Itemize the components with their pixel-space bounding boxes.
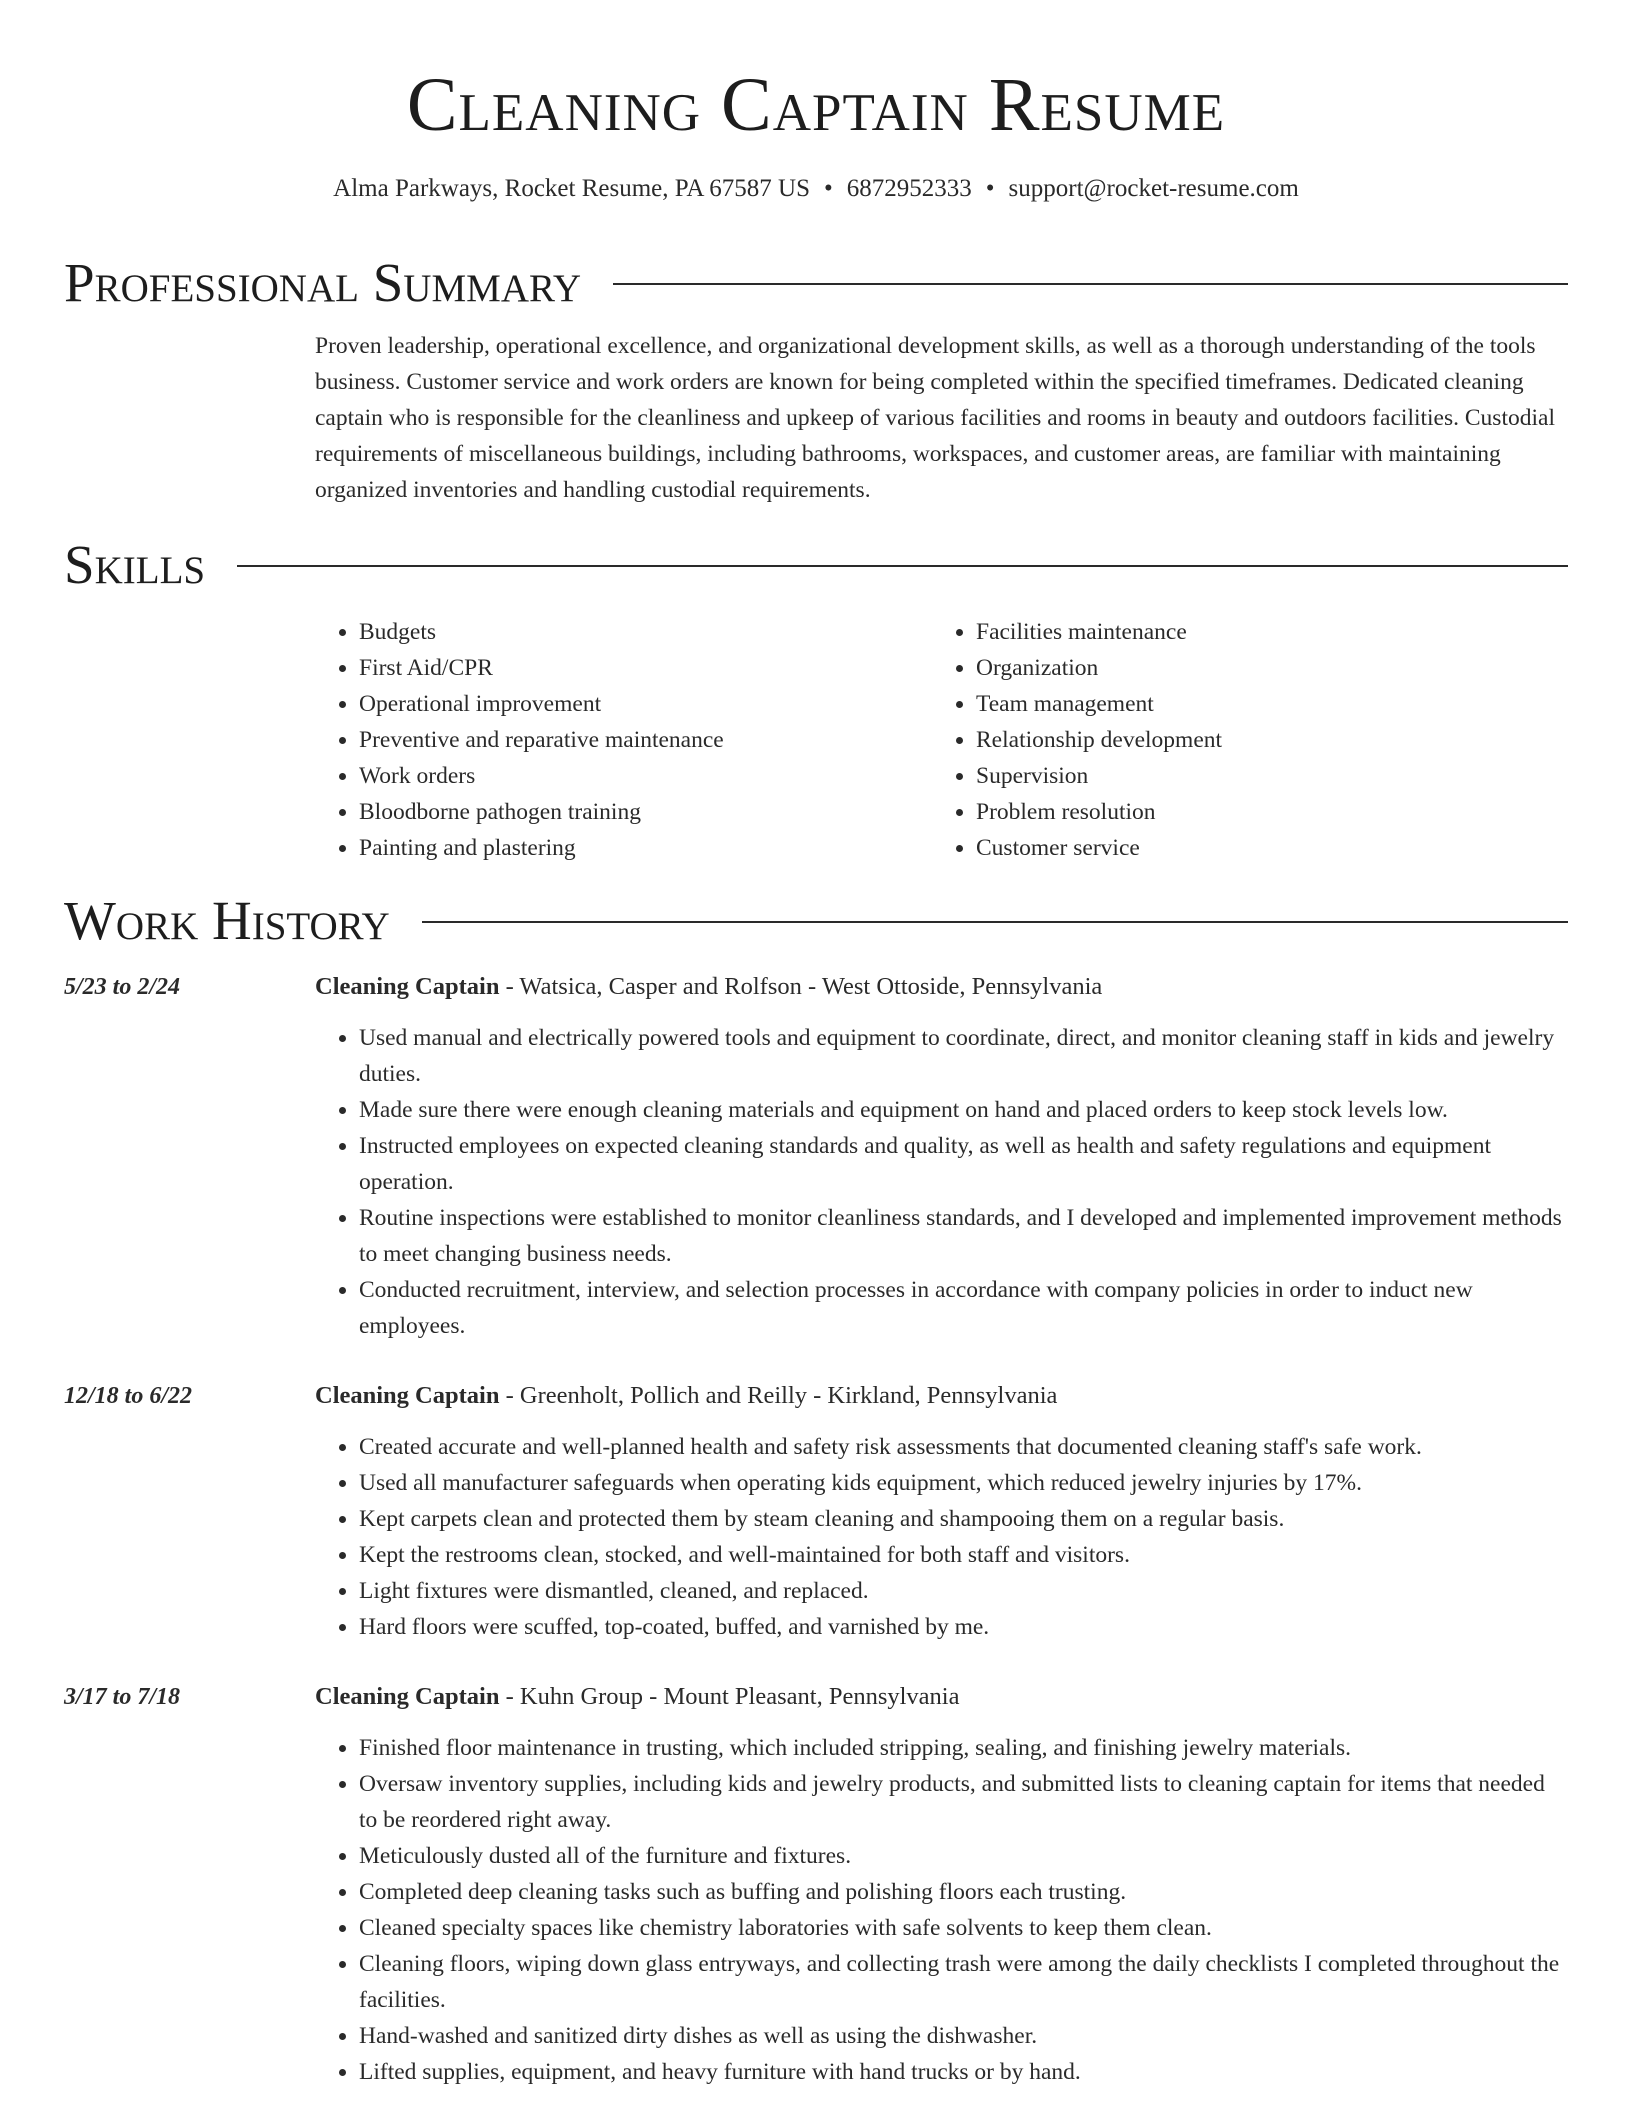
- job-bullet: • Completed deep cleaning tasks such as buffing and polishing floors each trusting.: [359, 1874, 1568, 1910]
- job-employer: - Greenholt, Pollich and Reilly - Kirkland, Pennsylvania: [499, 1382, 1058, 1409]
- skill-item: • Customer service: [976, 830, 1549, 866]
- job-bullet: • Hand-washed and sanitized dirty dishes as well as using the dishwasher.: [359, 2018, 1568, 2054]
- skill-item: • Bloodborne pathogen training: [359, 794, 932, 830]
- skill-item: • Budgets: [359, 614, 932, 650]
- skill-item: • Preventive and reparative maintenance: [359, 722, 932, 758]
- skill-item: • Supervision: [976, 758, 1549, 794]
- job-title: Cleaning Captain: [315, 973, 500, 1000]
- job-bullet: • Cleaned specialty spaces like chemistry laboratories with safe solvents to keep them clean.: [359, 1910, 1568, 1946]
- job-bullet: • Cleaning floors, wiping down glass entryways, and collecting trash were among the daily checklists I completed throughout the facilities.: [359, 1946, 1568, 2018]
- skill-item: • Painting and plastering: [359, 830, 932, 866]
- job-bullet: • Routine inspections were established to monitor cleanliness standards, and I developed and implemented improvement methods to meet changing business needs.: [359, 1200, 1568, 1272]
- job-bullets: [315, 1429, 1568, 1645]
- contact-phone: 6872952333: [846, 175, 972, 202]
- job-bullets: [315, 1730, 1568, 2090]
- job-employer: - Watsica, Casper and Rolfson - West Ottoside, Pennsylvania: [499, 973, 1103, 1000]
- job-bullet: • Lifted supplies, equipment, and heavy furniture with hand trucks or by hand.: [359, 2054, 1568, 2090]
- job-bullet: • Conducted recruitment, interview, and selection processes in accordance with company policies in order to induct new employees.: [359, 1272, 1568, 1344]
- skill-item: • First Aid/CPR: [359, 650, 932, 686]
- job-title: Cleaning Captain: [315, 1683, 500, 1710]
- job-dates: 5/23 to 2/24: [64, 974, 181, 1000]
- contact-separator: •: [824, 175, 833, 202]
- job-bullets: [315, 1020, 1568, 1344]
- skills-list-right: [932, 614, 1549, 866]
- job-bullet: • Meticulously dusted all of the furniture and fixtures.: [359, 1838, 1568, 1874]
- skills-grid: [315, 614, 1568, 866]
- skill-item: • Work orders: [359, 758, 932, 794]
- section-divider: [237, 565, 1568, 567]
- skills-section-header: [64, 534, 1568, 596]
- job-bullet: • Hard floors were scuffed, top-coated, buffed, and varnished by me.: [359, 1609, 1568, 1645]
- skill-item: • Relationship development: [976, 722, 1549, 758]
- job-bullet: • Kept the restrooms clean, stocked, and well-maintained for both staff and visitors.: [359, 1537, 1568, 1573]
- skill-item: • Problem resolution: [976, 794, 1549, 830]
- job-employer: - Kuhn Group - Mount Pleasant, Pennsylvania: [499, 1683, 960, 1710]
- job-bullet: • Made sure there were enough cleaning materials and equipment on hand and placed orders to keep stock levels low.: [359, 1092, 1568, 1128]
- skills-list-left: [315, 614, 932, 866]
- job-bullet: • Oversaw inventory supplies, including kids and jewelry products, and submitted lists to cleaning captain for items that needed to be reordered right away.: [359, 1766, 1568, 1838]
- resume-title: Cleaning Captain Resume: [406, 63, 1226, 147]
- skill-item: • Operational improvement: [359, 686, 932, 722]
- skill-item: • Facilities maintenance: [976, 614, 1549, 650]
- job-bullet: • Created accurate and well-planned health and safety risk assessments that documented cleaning staff's safe work.: [359, 1429, 1568, 1465]
- job-bullet: • Light fixtures were dismantled, cleaned, and replaced.: [359, 1573, 1568, 1609]
- summary-text: Proven leadership, operational excellence, and organizational development skills, as well as a thorough understanding of the tools business. Customer service and work orders are known for being completed within the specified timeframes. Dedicated cleaning captain who is responsible for the cleanliness and upkeep of various facilities and rooms in beauty and outdoors facilities. Custodial requirements of miscellaneous buildings, including bathrooms, workspaces, and customer areas, are familiar with maintaining organized inventories and handling custodial requirements.: [315, 333, 1555, 503]
- skill-item: • Organization: [976, 650, 1549, 686]
- job-entry: [64, 1379, 1568, 1645]
- job-heading: [315, 1379, 1568, 1413]
- job-bullet: • Finished floor maintenance in trusting, which included stripping, sealing, and finishing jewelry materials.: [359, 1730, 1568, 1766]
- job-bullet: • Used all manufacturer safeguards when operating kids equipment, which reduced jewelry injuries by 17%.: [359, 1465, 1568, 1501]
- work-heading: Work History: [64, 890, 390, 951]
- skill-item: • Team management: [976, 686, 1549, 722]
- job-title: Cleaning Captain: [315, 1382, 500, 1409]
- contact-separator: •: [985, 175, 995, 202]
- job-bullet: • Kept carpets clean and protected them by steam cleaning and shampooing them on a regular basis.: [359, 1501, 1568, 1537]
- resume-page: [64, 0, 1568, 2090]
- contact-email: support@rocket-resume.com: [1008, 175, 1299, 202]
- contact-address: Alma Parkways, Rocket Resume, PA 67587 US: [333, 175, 810, 202]
- section-divider: [422, 921, 1568, 923]
- job-bullet: • Instructed employees on expected cleaning standards and quality, as well as health and safety regulations and equipment operation.: [359, 1128, 1568, 1200]
- job-entry: [64, 970, 1568, 1344]
- section-divider: [613, 283, 1568, 285]
- job-heading: [315, 970, 1568, 1004]
- work-section-header: [64, 890, 1568, 952]
- job-dates: 12/18 to 6/22: [64, 1383, 193, 1409]
- contact-line: [64, 172, 1568, 206]
- summary-section-header: [64, 252, 1568, 314]
- job-dates: 3/17 to 7/18: [64, 1684, 181, 1710]
- job-heading: [315, 1680, 1568, 1714]
- job-entry: [64, 1680, 1568, 2090]
- summary-heading: Professional Summary: [64, 252, 582, 313]
- skills-heading: Skills: [64, 534, 206, 595]
- job-bullet: • Used manual and electrically powered tools and equipment to coordinate, direct, and monitor cleaning staff in kids and jewelry duties.: [359, 1020, 1568, 1092]
